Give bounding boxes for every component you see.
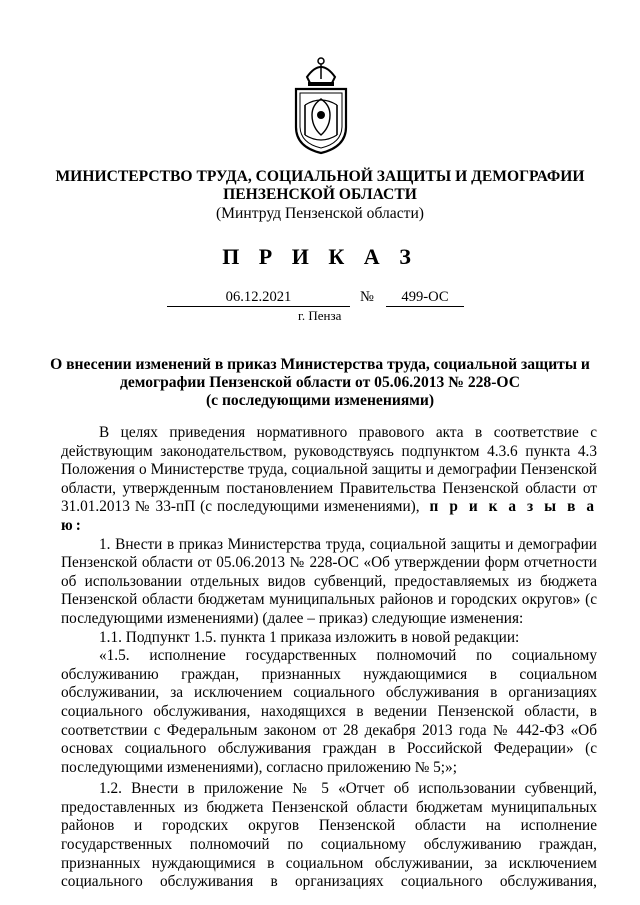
ministry-short-name: (Минтруд Пензенской области) — [215, 205, 424, 222]
document-number: 499-ОС — [401, 289, 449, 305]
paragraph-line: предоставленных из бюджета Пензенской области бюджетам муниципальных — [61, 798, 597, 816]
document-date: 06.12.2021 — [225, 289, 292, 305]
ministry-name — [0, 168, 640, 204]
paragraph-line: В целях приведения нормативного правового акта в соответствие с — [99, 424, 597, 441]
subject-line3: (с последующими изменениями) — [205, 392, 435, 409]
subject-line1: О внесении изменений в приказ Министерства труда, социальной защиты и — [50, 356, 590, 373]
paragraph-line: районов и городских округов Пензенской области на исполнение — [61, 817, 597, 835]
paragraph-line: государственных полномочий по социальному обслуживанию граждан, — [61, 836, 597, 854]
number-underline — [386, 306, 464, 307]
paragraph-line: последующими изменениями), согласно приложению № 5;»; — [61, 758, 457, 776]
paragraph-line: Пензенской области бюджетам муниципальных районов и городских округов» (с — [61, 591, 597, 609]
date-underline — [167, 306, 350, 307]
paragraph-line: последующими изменениями) (далее – приказ) следующие изменения: — [61, 609, 524, 627]
order-word: п р и к а з ы в а ю: — [61, 498, 597, 534]
paragraph-line: обслуживанию граждан, признанных нуждающимися в социальном — [61, 665, 597, 683]
paragraph-line: 1.1. Подпункт 1.5. пункта 1 приказа изложить в новой редакции: — [99, 628, 520, 646]
document-type: П Р И К А З — [222, 244, 418, 269]
paragraph-line: социального обслуживания в организациях социального обслуживания, — [61, 873, 597, 891]
subject-line2: демографии Пензенской области от 05.06.2013 № 228-ОС — [120, 374, 520, 391]
document-body — [61, 424, 597, 892]
paragraph-line: социального обслуживания, находящихся в ведении Пензенской области, в — [61, 702, 597, 720]
paragraph-line — [61, 498, 597, 535]
paragraph-line: области, утвержденным постановлением Правительства Пензенской области от — [61, 479, 597, 497]
penza-coat-of-arms-icon — [290, 55, 352, 155]
paragraph-line: Пензенской области от 05.06.2013 № 228-ОС «Об утверждении форм отчетности — [61, 554, 597, 572]
paragraph-line: «1.5. исполнение государственных полномочий по социальному — [99, 647, 597, 665]
paragraph-line: основах социального обслуживания граждан в Российской Федерации» (с — [61, 740, 597, 758]
city: г. Пенза — [298, 308, 342, 323]
paragraph-line: соответствии с Федеральным законом от 28 декабря 2013 года № 442-ФЗ «Об — [61, 721, 597, 739]
number-sign: № — [360, 289, 374, 305]
document-subject — [0, 356, 640, 410]
paragraph-line: обслуживании, за исключением социального обслуживания в организациях — [61, 684, 597, 702]
paragraph-text: 31.01.2013 № 33-пП (с последующими изменениями), — [61, 498, 420, 516]
ministry-name-line2: ПЕНЗЕНСКОЙ ОБЛАСТИ — [223, 186, 417, 203]
paragraph-line: об использовании отдельных видов субвенций, предоставляемых из бюджета — [61, 572, 597, 590]
paragraph-line: признанных нуждающимися в социальном обслуживании, за исключением — [61, 854, 597, 872]
paragraph-line: Положения о Министерстве труда, социальной защиты и демографии Пензенской — [61, 461, 597, 479]
paragraph-line: действующим законодательством, руководствуясь подпунктом 4.3.6 пункта 4.3 — [61, 442, 597, 460]
ministry-name-line1: МИНИСТЕРСТВО ТРУДА, СОЦИАЛЬНОЙ ЗАЩИТЫ И ДЕМОГРАФИИ — [55, 168, 585, 185]
paragraph-line: 1. Внести в приказ Министерства труда, социальной защиты и демографии — [99, 535, 597, 553]
paragraph-line: 1.2. Внести в приложение № 5 «Отчет об использовании субвенций, — [99, 780, 597, 798]
